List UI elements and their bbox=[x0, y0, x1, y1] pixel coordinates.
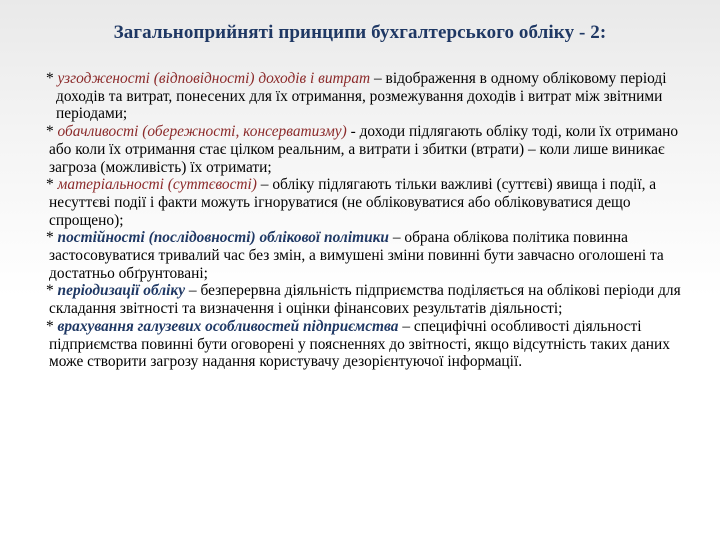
principle-prudence bbox=[46, 123, 702, 176]
principle-materiality bbox=[46, 176, 702, 229]
bullet-marker: * bbox=[46, 123, 58, 141]
principle-industry-specifics bbox=[46, 318, 702, 371]
principle-consistency bbox=[46, 229, 702, 282]
principle-term: періодизації обліку bbox=[57, 282, 186, 300]
principle-term: обачливості (обережності, консерватизму) bbox=[57, 123, 347, 141]
slide-title: Загальноприйняті принципи бухгалтерського обліку - 2: bbox=[113, 22, 607, 43]
bullet-marker: * bbox=[46, 282, 58, 300]
principle-description: – безперервна діяльність підприємства поділяється на облікові періоди для складання звітності та визначення і оцінки фінансових результатів діяльності; bbox=[49, 282, 681, 318]
principle-description: – обліку підлягають тільки важливі (суттєві) явища і події, а несуттєві події і факти можуть ігноруватися (не обліковуватися або обліковуватися дещо спрощено); bbox=[49, 176, 657, 229]
principles-list bbox=[46, 70, 702, 371]
principle-description: – відображення в одному обліковому періоді доходів та витрат, понесених для їх отримання, розмежування доходів і витрат між звітними періодами; bbox=[56, 70, 667, 123]
bullet-marker: * bbox=[46, 229, 58, 247]
bullet-marker: * bbox=[46, 317, 58, 335]
bullet-marker: * bbox=[46, 176, 58, 194]
principle-description: - доходи підлягають обліку тоді, коли їх отримано або коли їх отримання стає цілком реальним, а витрати і збитки (втрати) – коли лише виникає загроза (можливість) їх отримати; bbox=[49, 123, 679, 176]
principle-matching bbox=[46, 70, 702, 123]
principle-description: – специфічні особливості діяльності підприємства повинні бути оговорені у поясненнях до звітності, якщо відсутність таких даних може створити загрозу надання користувачу дезорієнтуючої інформації. bbox=[49, 317, 670, 371]
bullet-marker: * bbox=[46, 70, 58, 87]
principle-description: – обрана облікова політика повинна застосовуватися тривалий час без змін, а вимушені зміни повинні бути завчасно оголошені та достатньо обґрунтовані; bbox=[49, 229, 664, 282]
principle-periodicity bbox=[46, 282, 702, 317]
principle-term: узгодженості (відповідності) доходів і витрат bbox=[57, 70, 371, 87]
principle-term: врахування галузевих особливостей підприємства bbox=[57, 317, 399, 335]
principle-term: матеріальності (суттєвості) bbox=[57, 176, 257, 194]
principle-term: постійності (послідовності) облікової політики bbox=[57, 229, 389, 247]
